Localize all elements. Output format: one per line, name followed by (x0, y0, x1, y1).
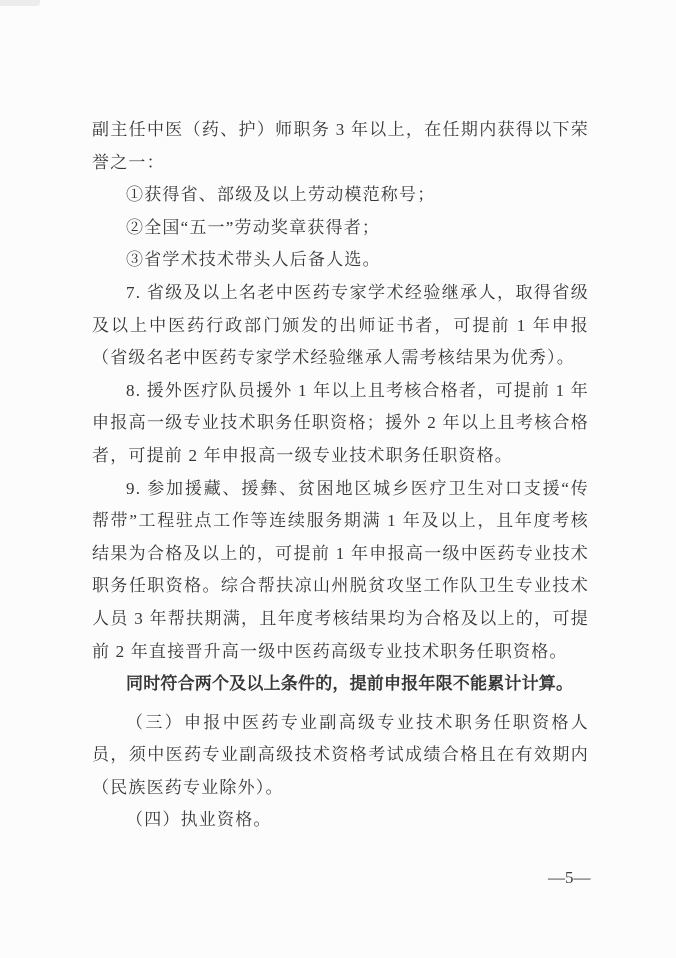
body-paragraph-continuation: 副主任中医（药、护）师职务 3 年以上，在任期内获得以下荣誉之一： (92, 120, 589, 172)
list-item-honor-1: ①获得省、部级及以上劳动模范称号； (126, 185, 436, 205)
body-paragraph-item-7: 7. 省级及以上名老中医药专家学术经验继承人，取得省级及以上中医药行政部门颁发的出师证书者，可提前 1 年申报（省级名老中医药专家学术经验继承人需考核结果为优秀）。 (92, 282, 589, 368)
body-paragraph-section-3: （三）申报中医药专业副高级专业技术职务任职资格人员，须中医药专业副高级技术资格考试成绩合格且在有效期内（民族医药专业除外）。 (92, 712, 589, 797)
document-body (92, 114, 589, 837)
scan-artifact (0, 0, 40, 6)
body-paragraph-section-4: （四）执业资格。 (126, 810, 272, 830)
body-paragraph-emphasis: 同时符合两个及以上条件的，提前申报年限不能累计计算。 (126, 674, 574, 694)
page-number: —5— (548, 868, 591, 887)
list-item-honor-2: ②全国“五一”劳动奖章获得者； (126, 217, 381, 237)
body-paragraph-item-9: 9. 参加援藏、援彝、贫困地区城乡医疗卫生对口支援“传帮带”工程驻点工作等连续服务期满 1 年及以上，且年度考核结果为合格及以上的，可提前 1 年申报高一级中医药专业技术职务任职资格。综合帮扶凉山州脱贫攻坚工作队卫生专业技术人员 3 年帮扶期满，且年度考核结果均为合格及以上的，可提前 2 年直接晋升高一级中医药高级专业技术职务任职资格。 (92, 478, 589, 661)
body-paragraph-item-8: 8. 援外医疗队员援外 1 年以上且考核合格者，可提前 1 年申报高一级专业技术职务任职资格；援外 2 年以上且考核合格者，可提前 2 年申报高一级专业技术职务任职资格。 (92, 380, 589, 465)
list-item-honor-3: ③省学术技术带头人后备人选。 (126, 250, 381, 270)
